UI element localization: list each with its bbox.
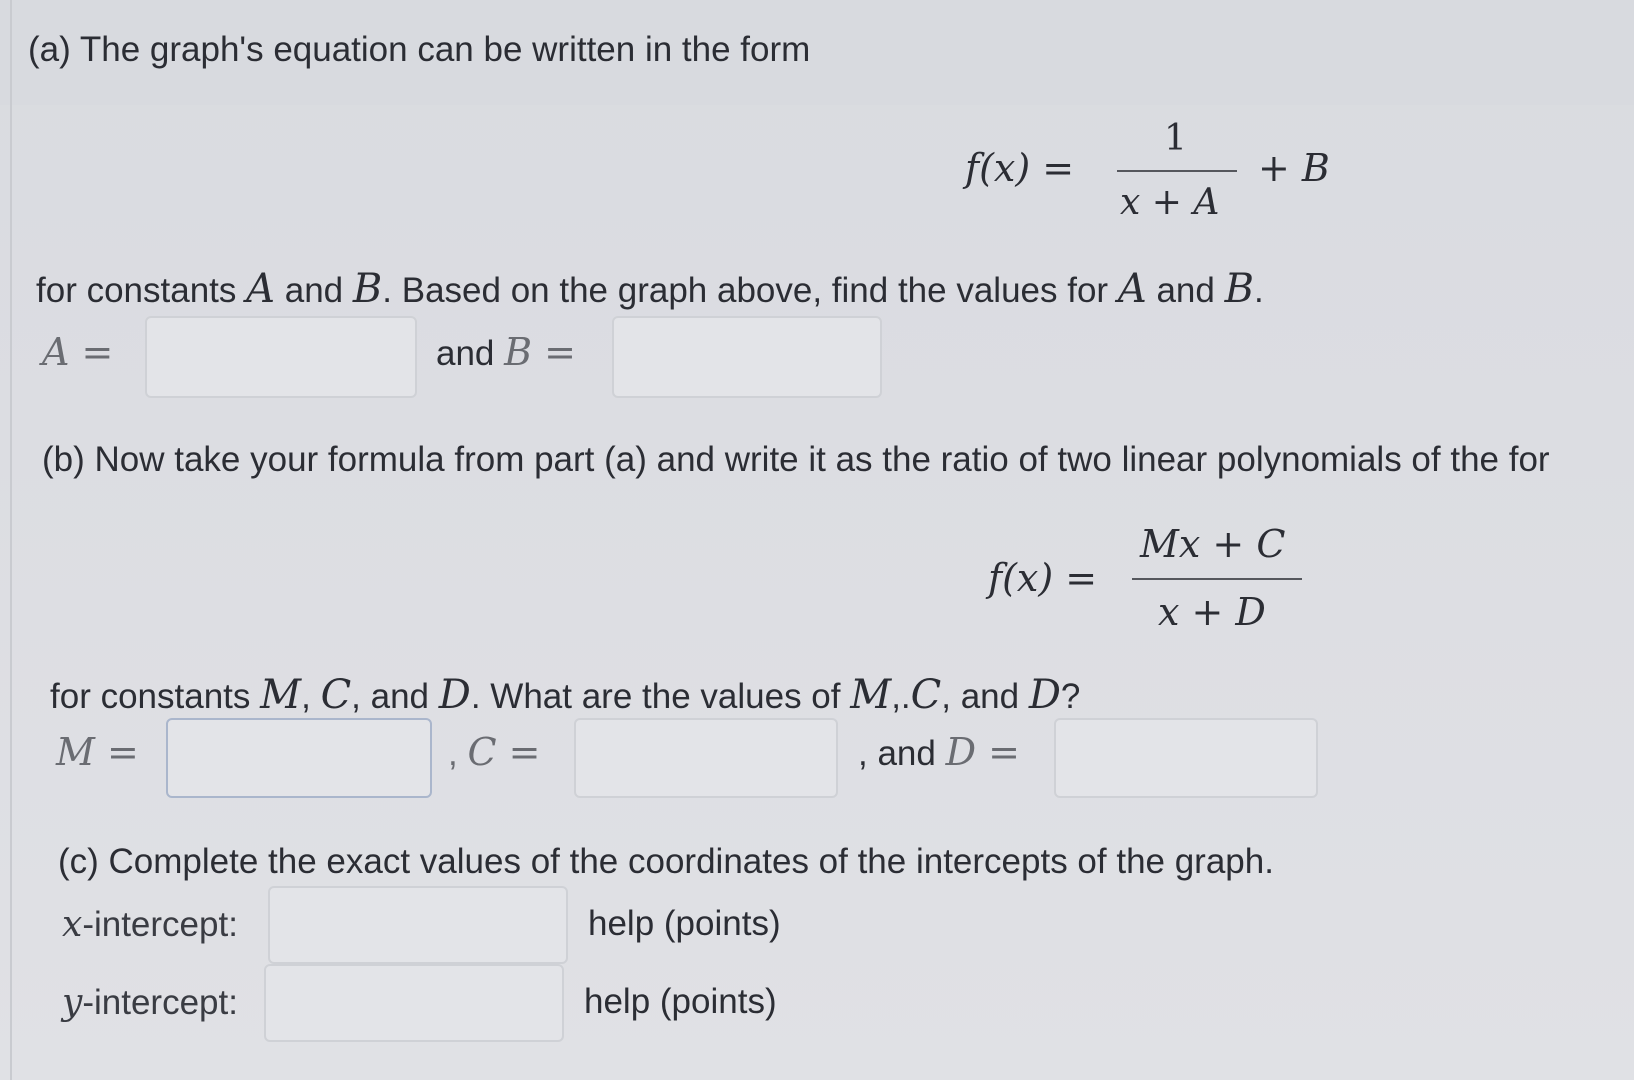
input-a[interactable] — [145, 316, 417, 398]
input-c[interactable] — [574, 718, 838, 798]
y-intercept-label: y-intercept: — [62, 982, 238, 1023]
part-b-fraction-bar — [1132, 578, 1302, 580]
input-b[interactable] — [612, 316, 882, 398]
help-x-intercept-link[interactable]: help (points) — [588, 904, 781, 943]
label-and-b: and B = — [436, 330, 576, 374]
part-a-intro: (a) The graph's equation can be written in the form — [28, 30, 811, 69]
input-y-intercept[interactable] — [264, 964, 564, 1042]
help-y-intercept-link[interactable]: help (points) — [584, 982, 777, 1021]
part-b-eq-denominator: x + D — [1158, 590, 1266, 634]
input-m[interactable] — [166, 718, 432, 798]
part-a-eq-denominator: x + A — [1120, 182, 1220, 223]
label-c: , C = — [448, 730, 541, 774]
part-a-fraction-bar — [1117, 170, 1237, 172]
label-m: M = — [56, 730, 139, 774]
label-a: A = — [42, 330, 114, 374]
part-b-instructions: for constants M, C, and D. What are the values of M,.C, and D? — [50, 672, 1081, 718]
input-x-intercept[interactable] — [268, 886, 568, 964]
part-b-eq-lhs: f(x) = — [988, 556, 1098, 600]
label-d: , and D = — [858, 730, 1020, 774]
part-b-intro: (b) Now take your formula from part (a) and write it as the ratio of two linear polynomials of the for — [42, 440, 1550, 479]
part-a-eq-tail: + B — [1258, 146, 1330, 190]
part-a-eq-numerator: 1 — [1164, 118, 1187, 159]
input-d[interactable] — [1054, 718, 1318, 798]
part-c-intro: (c) Complete the exact values of the coordinates of the intercepts of the graph. — [58, 842, 1274, 881]
x-intercept-label: x-intercept: — [62, 904, 238, 945]
left-border — [10, 0, 12, 1080]
part-b-eq-numerator: Mx + C — [1140, 522, 1286, 566]
part-a-instructions: for constants A and B. Based on the graph above, find the values for A and B. — [36, 266, 1264, 312]
part-a-eq-lhs: f(x) = — [965, 146, 1075, 190]
